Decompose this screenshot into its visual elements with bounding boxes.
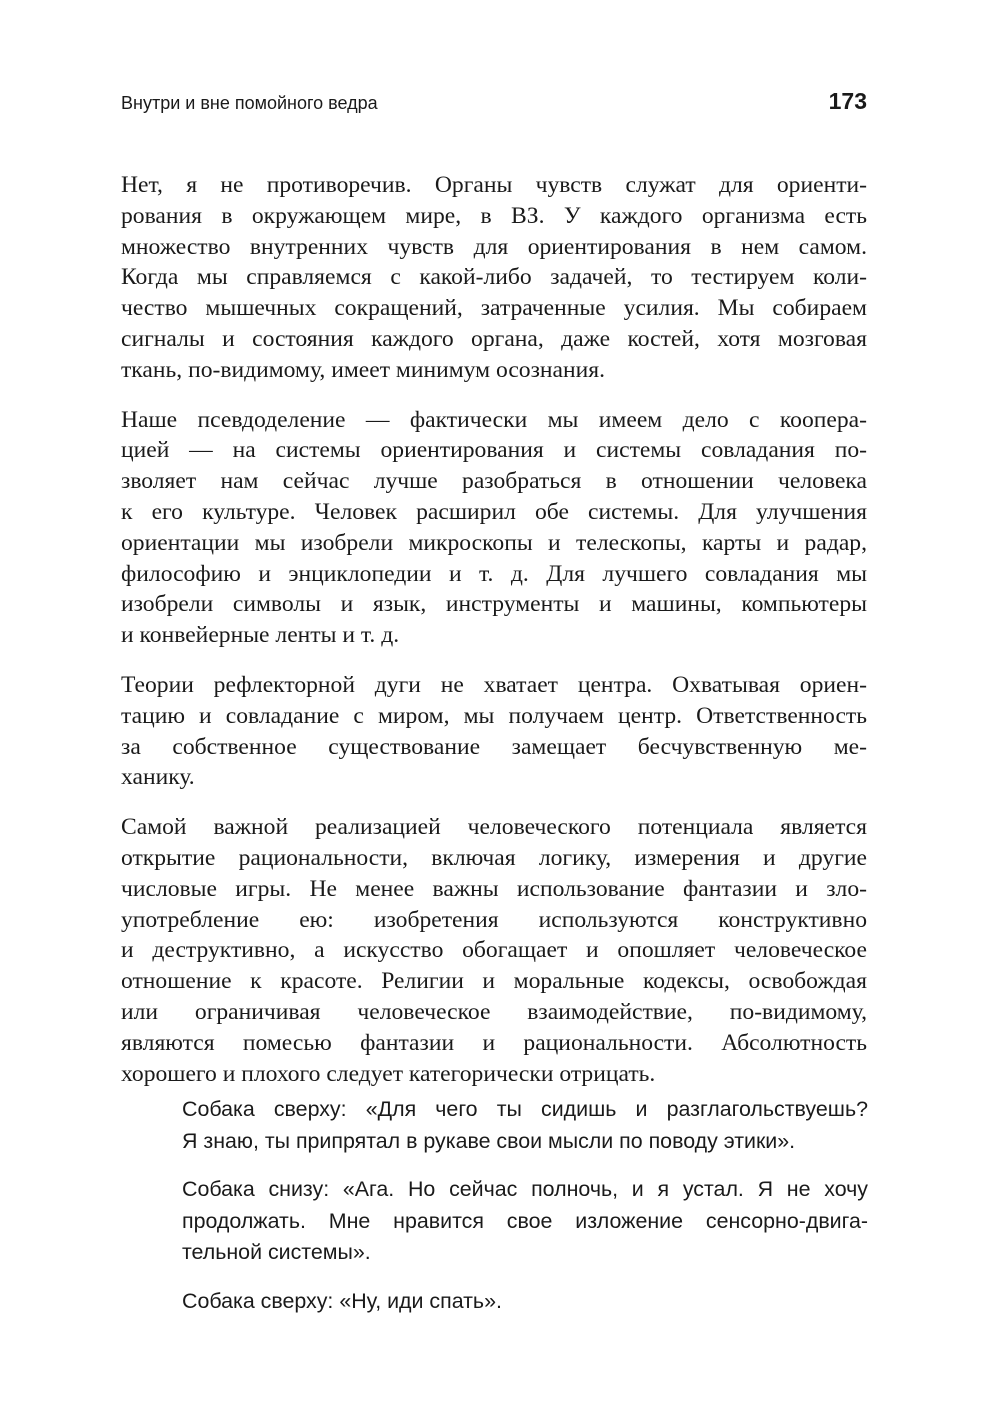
- text-line: Нет, я не противоречив. Органы чувств служат для ориенти-: [121, 172, 867, 198]
- paragraph-4: [121, 812, 867, 1089]
- text-line: ориентации мы изобрели микроскопы и телескопы, карты и радар,: [121, 529, 867, 556]
- text-line: употребление ею: изобретения используются конструктивно: [121, 906, 867, 933]
- paragraph-2: [121, 405, 867, 651]
- text-line: открытие рациональности, включая логику, измерения и другие: [121, 844, 867, 871]
- text-line: Я знаю, ты припрятал в рукаве свои мысли по поводу этики».: [182, 1128, 796, 1153]
- dialogue-line-dog-above-1: [182, 1094, 868, 1157]
- dialogue-block: [182, 1094, 868, 1335]
- text-line: чество мышечных сокращений, затраченные усилия. Мы собираем: [121, 295, 867, 322]
- text-line: Наше псевдоделение — фактически мы имеем дело с коопера-: [121, 406, 867, 433]
- text-line: или ограничивая человеческое взаимодействие, по-видимому,: [121, 998, 867, 1025]
- text-line: ткань, по-видимому, имеет минимум осознания.: [121, 356, 606, 383]
- text-line: отношение к красоте. Религии и моральные кодексы, освобождая: [121, 968, 867, 995]
- text-line: множество внутренних чувств для ориентирования в нем самом.: [121, 233, 867, 260]
- body-text: [121, 170, 867, 1108]
- paragraph-3: [121, 670, 867, 793]
- text-line: тацию и совладание с миром, мы получаем центр. Ответственность: [121, 702, 867, 729]
- text-line: к его культуре. Человек расширил обе системы. Для улучшения: [121, 498, 867, 525]
- text-line: Когда мы справляемся с какой-либо задачей, то тестируем коли-: [121, 264, 867, 291]
- text-line: Собака сверху: «Ну, иди спать».: [182, 1288, 502, 1313]
- running-title: Внутри и вне помойного ведра: [121, 93, 378, 113]
- running-head: [121, 88, 867, 116]
- text-line: философию и энциклопедии и т. д. Для лучшего совладания мы: [121, 560, 867, 587]
- text-line: Теории рефлекторной дуги не хватает центра. Охватывая ориен-: [121, 671, 867, 698]
- text-line: тельной системы».: [182, 1240, 371, 1265]
- page-number: 173: [828, 88, 867, 114]
- text-line: хорошего и плохого следует категорически отрицать.: [121, 1060, 656, 1087]
- text-line: за собственное существование замещает бесчувственную ме-: [121, 733, 867, 760]
- text-line: числовые игры. Не менее важны использование фантазии и зло-: [121, 875, 867, 902]
- dialogue-line-dog-above-2: [182, 1286, 868, 1318]
- text-line: сигналы и состояния каждого органа, даже костей, хотя мозговая: [121, 325, 867, 352]
- text-line: ханику.: [121, 764, 195, 791]
- text-line: Самой важной реализацией человеческого потенциала является: [121, 814, 867, 841]
- text-line: продолжать. Мне нравится свое изложение сенсорно-двига-: [182, 1208, 868, 1233]
- text-line: рования в окружающем мире, в ВЗ. У каждого организма есть: [121, 202, 867, 229]
- text-line: и конвейерные ленты и т. д.: [121, 622, 400, 649]
- text-line: Собака снизу: «Ага. Но сейчас полночь, и я устал. Я не хочу: [182, 1177, 868, 1202]
- paragraph-1: [121, 170, 867, 386]
- text-line: изобрели символы и язык, инструменты и машины, компьютеры: [121, 591, 867, 618]
- text-line: являются помесью фантазии и рациональности. Абсолютность: [121, 1029, 867, 1056]
- dialogue-line-dog-below: [182, 1174, 868, 1269]
- text-line: Собака сверху: «Для чего ты сидишь и разглагольствуешь?: [182, 1097, 868, 1121]
- text-line: цией — на системы ориентирования и системы совладания по-: [121, 437, 867, 464]
- text-line: и деструктивно, а искусство обогащает и опошляет человеческое: [121, 937, 867, 964]
- text-line: зволяет нам сейчас лучше разобраться в отношении человека: [121, 468, 867, 495]
